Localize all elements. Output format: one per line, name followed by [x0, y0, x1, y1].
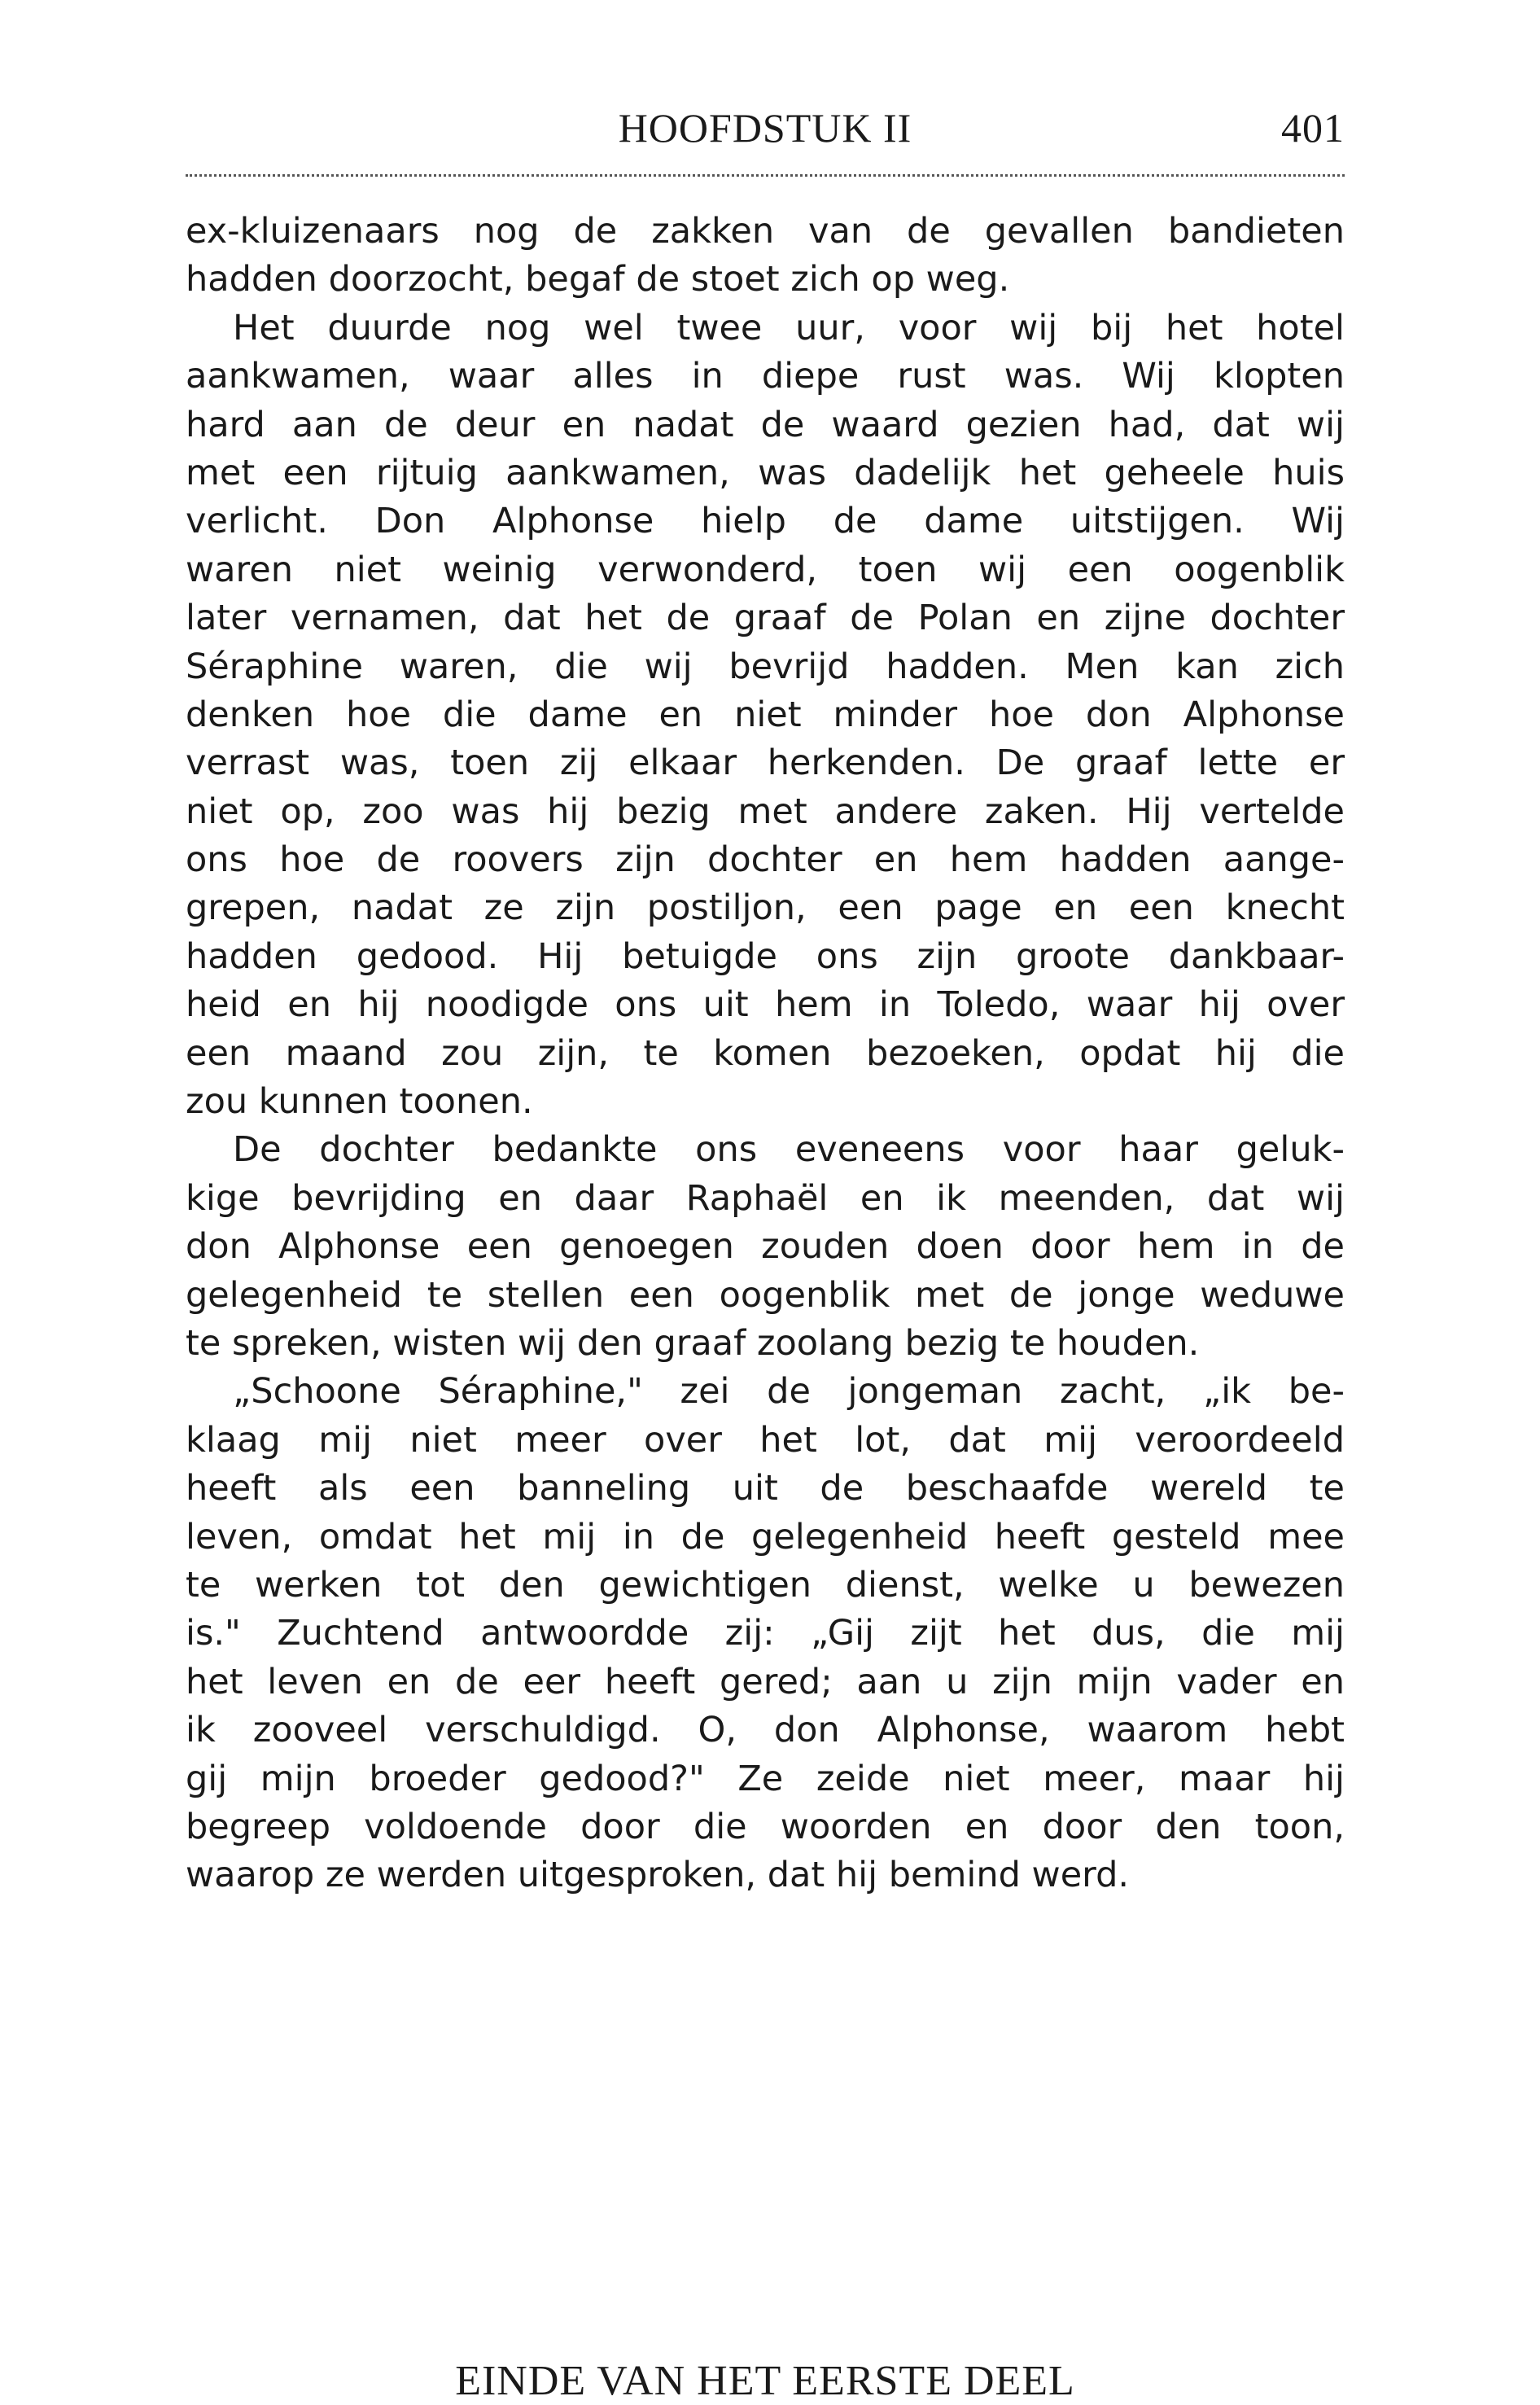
text-line: ex-kluizenaars nog de zakken van de gevallen bandieten: [186, 211, 1345, 252]
text-line: waarop ze werden uitgesproken, dat hij bemind werd.: [186, 1855, 1130, 1896]
text-line: begreep voldoende door die woorden en door den toon,: [186, 1806, 1345, 1847]
text-line: waren niet weinig verwonderd, toen wij een oogenblik: [186, 549, 1345, 590]
header-rule: [186, 174, 1345, 177]
text-line: hadden gedood. Hij betuigde ons zijn groote dankbaar-: [186, 935, 1345, 977]
text-line: ik zooveel verschuldigd. O, don Alphonse, waarom hebt: [186, 1710, 1345, 1751]
text-line: kige bevrijding en daar Raphaël en ik meenden, dat wij: [186, 1177, 1345, 1219]
text-line: het leven en de eer heeft gered; aan u zijn mijn vader en: [186, 1661, 1345, 1702]
text-line: grepen, nadat ze zijn postiljon, een page en een knecht: [186, 887, 1345, 929]
text-line: is." Zuchtend antwoordde zij: „Gij zijt het dus, die mij: [186, 1613, 1345, 1654]
text-line: later vernamen, dat het de graaf de Polan en zijne dochter: [186, 598, 1345, 639]
text-line: klaag mij niet meer over het lot, dat mij veroordeeld: [186, 1419, 1345, 1461]
text-line: leven, omdat het mij in de gelegenheid heeft gesteld mee: [186, 1516, 1345, 1557]
text-line: „Schoone Séraphine," zei de jongeman zacht, „ik be-: [233, 1371, 1345, 1413]
text-line: te spreken, wisten wij den graaf zoolang bezig te houden.: [186, 1322, 1200, 1364]
text-line: een maand zou zijn, te komen bezoeken, opdat hij die: [186, 1032, 1345, 1074]
text-line: Séraphine waren, die wij bevrijd hadden. Men kan zich: [186, 646, 1345, 687]
text-line: gelegenheid te stellen een oogenblik met de jonge weduwe: [186, 1274, 1345, 1316]
text-line: aankwamen, waar alles in diepe rust was. Wij klopten: [186, 356, 1345, 397]
text-line: niet op, zoo was hij bezig met andere zaken. Hij vertelde: [186, 791, 1345, 832]
end-of-part-title: EINDE VAN HET EERSTE DEEL: [455, 2358, 1075, 2404]
text-line: hadden doorzocht, begaf de stoet zich op weg.: [186, 259, 1010, 300]
text-line: hard aan de deur en nadat de waard gezien had, dat wij: [186, 404, 1345, 445]
text-line: ons hoe de roovers zijn dochter en hem hadden aange-: [186, 839, 1345, 881]
text-line: verrast was, toen zij elkaar herkenden. De graaf lette er: [186, 743, 1345, 784]
chapter-title: HOOFDSTUK II: [618, 105, 912, 151]
text-line: De dochter bedankte ons eveneens voor haar geluk-: [233, 1129, 1345, 1171]
body-text: [186, 208, 1345, 1900]
text-line: te werken tot den gewichtigen dienst, welke u bewezen: [186, 1564, 1345, 1606]
text-line: denken hoe die dame en niet minder hoe don Alphonse: [186, 694, 1345, 735]
text-line: Het duurde nog wel twee uur, voor wij bij het hotel: [233, 307, 1345, 348]
text-line: heeft als een banneling uit de beschaafde wereld te: [186, 1468, 1345, 1509]
text-line: don Alphonse een genoegen zouden doen door hem in de: [186, 1226, 1345, 1268]
running-head: [186, 104, 1345, 169]
page-number: 401: [1281, 105, 1345, 151]
text-line: met een rijtuig aankwamen, was dadelijk het geheele huis: [186, 452, 1345, 493]
text-line: zou kunnen toonen.: [186, 1081, 533, 1123]
text-line: heid en hij noodigde ons uit hem in Toledo, waar hij over: [186, 984, 1345, 1026]
text-line: verlicht. Don Alphonse hielp de dame uitstijgen. Wij: [186, 501, 1345, 542]
text-line: gij mijn broeder gedood?" Ze zeide niet meer, maar hij: [186, 1758, 1345, 1799]
